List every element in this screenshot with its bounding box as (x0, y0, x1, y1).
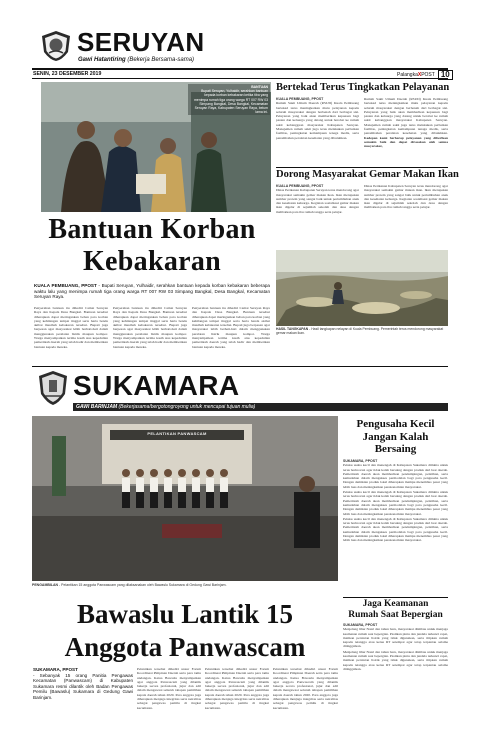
story5-body (343, 459, 448, 595)
story1-lead-dateline: KUALA PEMBUANG, PPOST (34, 283, 97, 288)
story2-headline: Bertekad Terus Tingkatkan Pelayanan (276, 82, 450, 93)
header-rule-2 (32, 78, 448, 79)
story4-headline-line1: Bawaslu Lantik 15 (76, 599, 294, 629)
header-rule (32, 68, 448, 70)
dateline: SENIN, 23 DESEMBER 2019 (33, 71, 102, 77)
story5-headline-line2: Jangan Kalah (362, 430, 429, 443)
story5-body-p1: Pelaku usaha kecil dan menengah di Kabupaten Sukamara diminta untuk terus berinovasi agar tidak kalah bersaing dengan produk dari luar daerah. Pemerintah daerah akan memberikan pendampingan, pelatihan, serta kemudahan dalam mengakses permodalan bagi para pengusaha kecil. Dengan demikian produk lokal diharapkan mampu menembus pasar yang lebih luas dan meningkatkan perekonomian masyarakat. (343, 463, 448, 489)
fishing-caption (276, 327, 448, 335)
seruyan-logo (40, 30, 72, 62)
story3-body-col1 (276, 184, 359, 248)
story1-body-col1: Penyerahan bantuan itu dihadiri Camat Seruyan Raya dan Kepala Desa Bangkal. Bantuan tersebut diharapkan dapat meringankan beban para korban yang kehilangan tempat tinggal serta harta benda akibat musibah kebakaran tersebut. Bupati juga berpesan agar masyarakat lebih berhati-hati dalam menggunakan peralatan listrik maupun kompor. Warga menyampaikan terima kasih atas kepedulian pemerintah daerah yang telah hadir dan memberikan bantuan kepada mereka. (34, 306, 108, 349)
story2-body-col2 (364, 97, 448, 165)
story6-headline-line2: Rumah Saat Bepergian (348, 610, 443, 620)
story2-lead: KUALA PEMBUANG, PPOST (276, 97, 324, 101)
story3-body: Dinas Perikanan Kabupaten Seruyan terus mendorong agar masyarakat semakin gemar makan ikan. Ikan merupakan sumber protein yang sangat baik untuk pertumbuhan anak dan kesehatan keluarga. Kegiatan sosialisasi gemar makan ikan digelar di sejumlah sekolah dan desa dengan melibatkan para ibu rumah tangga serta pelajar. (276, 188, 359, 214)
story4-body-col3: Pelantikan tersebut dihadiri unsur Forum Koordinasi Pimpinan Daerah serta para tamu undangan. Ketua Bawaslu menyampaikan agar anggota Panwascam yang dilantik bekerja secara profesional, jujur dan adil dalam mengawasi seluruh tahapan pemilihan kepala daerah tahun 2020. Para anggota juga diharapkan menjaga integritas serta netralitas sebagai pengawas pemilu di tingkat kecamatan. (205, 667, 269, 710)
story6-headline (343, 599, 448, 621)
story1-lead (34, 283, 270, 300)
story3-headline: Dorong Masyarakat Gemar Makan Ikan (276, 169, 459, 180)
story5-body-p3: Pelaku usaha kecil dan menengah di Kabupaten Sukamara diminta untuk terus berinovasi agar tidak kalah bersaing dengan produk dari luar daerah. Pemerintah daerah akan memberikan pendampingan, pelatihan, serta kemudahan dalam mengakses permodalan bagi para pengusaha kecil. Dengan demikian produk lokal diharapkan mampu menembus pasar yang lebih luas dan meningkatkan perekonomian masyarakat. (343, 516, 448, 543)
story1-lead-text: - Bupati Seruyan, Yulhaidir, serahkan bantuan kepada korban kebakaran beberapa waktu lalu yang menimpa rumah tiga orang warga RT 007 RW 03 Simpang Bangkal, Desa Bangkal, Kecamatan Seruyan Raya. (34, 283, 270, 300)
bantuan-caption-text: Bupati Seruyan, Yulhaidir, serahkan bantuan kepada korban kebakaran ketika tiba yang menimpa rumah tiga orang warga RT 007 RW 03 Simpang Bangkal, Desa Bangkal, Kecamatan Seruyan Raya, Kabupaten Seruyan Raya, belum lama ini. (194, 89, 268, 115)
sukamara-logo (38, 370, 68, 406)
tagline-bold: Gawi Hatantiring (78, 57, 126, 63)
story1-body-col2: Penyerahan bantuan itu dihadiri Camat Seruyan Raya dan Kepala Desa Bangkal. Bantuan tersebut diharapkan dapat meringankan beban para korban yang kehilangan tempat tinggal serta harta benda akibat musibah kebakaran tersebut. Bupati juga berpesan agar masyarakat lebih berhati-hati dalam menggunakan peralatan listrik maupun kompor. Warga menyampaikan terima kasih atas kepedulian pemerintah daerah yang telah hadir dan memberikan bantuan kepada mereka. (113, 306, 187, 349)
story6-headline-line1: Jaga Keamanan (362, 599, 429, 609)
story4-lead-text: - Sebanyak 15 orang Panitia Pengawas Kecamatan (Panwascam) di Kabupaten Sukamara resmi dilantik oleh Badan Pengawas Pemilu (Bawaslu) Sukamara di Gedung Gawi Barinjam. (33, 672, 133, 700)
story3-lead: KUALA PEMBUANG, PPOST (276, 184, 324, 188)
story6-lead: SUKAMARA, PPOST (343, 623, 378, 627)
story5-headline-line3: Bersaing (374, 443, 417, 455)
story3-body-col2: Dinas Perikanan Kabupaten Seruyan terus mendorong agar masyarakat semakin gemar makan ikan. Ikan merupakan sumber protein yang sangat baik untuk pertumbuhan anak dan kesehatan keluarga. Kegiatan sosialisasi gemar makan ikan digelar di sejumlah sekolah dan desa dengan melibatkan para ibu rumah tangga serta pelajar. (364, 184, 448, 210)
story1-body-col3: Penyerahan bantuan itu dihadiri Camat Seruyan Raya dan Kepala Desa Bangkal. Bantuan tersebut diharapkan dapat meringankan beban para korban yang kehilangan tempat tinggal serta harta benda akibat musibah kebakaran tersebut. Bupati juga berpesan agar masyarakat lebih berhati-hati dalam menggunakan peralatan listrik maupun kompor. Warga menyampaikan terima kasih atas kepedulian pemerintah daerah yang telah hadir dan memberikan bantuan kepada mereka. (192, 306, 270, 349)
sukamara-tagline-bar (73, 403, 448, 411)
story2-body-col1 (276, 97, 359, 165)
story4-body-col4: Pelantikan tersebut dihadiri unsur Forum Koordinasi Pimpinan Daerah serta para tamu undangan. Ketua Bawaslu menyampaikan agar anggota Panwascam yang dilantik bekerja secara profesional, jujur dan adil dalam mengawasi seluruh tahapan pemilihan kepala daerah tahun 2020. Para anggota juga diharapkan menjaga integritas serta netralitas sebagai pengawas pemilu di tingkat kecamatan. (273, 667, 338, 710)
story5-lead: SUKAMARA, PPOST (343, 459, 378, 463)
ceremony-caption (32, 583, 338, 587)
story4-body-col2: Pelantikan tersebut dihadiri unsur Forum Koordinasi Pimpinan Daerah serta para tamu undangan. Ketua Bawaslu menyampaikan agar anggota Panwascam yang dilantik bekerja secara profesional, jujur dan adil dalam mengawasi seluruh tahapan pemilihan kepala daerah tahun 2020. Para anggota juga diharapkan menjaga integritas serta netralitas sebagai pengawas pemilu di tingkat kecamatan. (137, 667, 201, 710)
sukamara-title: SUKAMARA (73, 370, 240, 401)
ceremony-caption-head: PENGAMBILAN (32, 583, 59, 587)
masthead-title: SERUYAN (77, 27, 205, 57)
fishing-caption-text: - Hasil tangkapan nelayan di Kuala Pembuang. Pemerintah terus mendorong masyarakat gemar makan ikan. (276, 327, 444, 336)
story1-headline-line1: Bantuan Korban (48, 214, 256, 245)
page-number: 10 (438, 70, 453, 80)
masthead-tagline (78, 57, 194, 63)
story3-rule (276, 167, 448, 168)
ceremony-caption-text: - Pelantikan 15 anggota Panwascam yang dilaksanakan oleh Bawaslu Sukamara di Gedung Gawi Barinjam. (58, 583, 227, 587)
paper-x: X (417, 71, 422, 78)
bantuan-caption-head: BANTUAN (251, 85, 268, 89)
fishing-photo (276, 250, 448, 326)
story4-lead-dateline: SUKAMARA, PPOST (33, 667, 78, 672)
story4-lead (33, 667, 133, 727)
tagline-rest: (Bekerja Bersama-sama) (125, 57, 195, 63)
story6-body (343, 623, 448, 727)
sukamara-tagline-rest: (Bekerjasama/bergotongroyong untuk mencapai tujuan mulia) (117, 404, 256, 410)
story5-headline-line1: Pengusaha Kecil (356, 418, 435, 430)
ceremony-photo (32, 416, 338, 581)
fishing-caption-head: HASIL TANGKAPAN (276, 327, 309, 331)
story1-headline-line2: Kebakaran (82, 246, 222, 277)
story4-headline (32, 598, 338, 664)
story4-headline-line2: Anggota Panwascam (64, 632, 306, 662)
paper-name: Palangka (397, 71, 418, 78)
bantuan-caption (188, 84, 270, 115)
story6-body-p1: Menjelang libur Natal dan tahun baru, masyarakat diimbau untuk menjaga keamanan rumah saat bepergian. Pastikan pintu dan jendela terkunci rapat, matikan peralatan listrik yang tidak digunakan, serta titipkan rumah kepada tetangga atau ketua RT setempat agar tetap terpantau selama ditinggalkan. (343, 627, 448, 649)
story2-body: Rumah Sakit Umum Daerah (RSUD) Kuala Pembuang bertekad terus meningkatkan mutu pelayanan kepada seluruh masyarakat dengan berbenah dari berbagai sisi. Pelayanan yang baik akan memberikan kepuasan bagi pasien dan keluarga yang datang untuk berobat ke rumah sakit kebanggaan masyarakat Kabupaten Seruyan. Manajemen rumah sakit juga terus melakukan perbaikan fasilitas, peningkatan kemampuan tenaga medis, serta penambahan peralatan kesehatan yang dibutuhkan. (276, 101, 359, 140)
story5-body-p2: Pelaku usaha kecil dan menengah di Kabupaten Sukamara diminta untuk terus berinovasi agar tidak kalah bersaing dengan produk dari luar daerah. Pemerintah daerah akan memberikan pendampingan, pelatihan, serta kemudahan dalam mengakses permodalan bagi para pengusaha kecil. Dengan demikian produk lokal diharapkan mampu menembus pasar yang lebih luas dan meningkatkan perekonomian masyarakat. (343, 490, 448, 516)
section-rule (32, 366, 448, 367)
story6-body-p2: Menjelang libur Natal dan tahun baru, masyarakat diimbau untuk menjaga keamanan rumah saat bepergian. Pastikan pintu dan jendela terkunci rapat, matikan peralatan listrik yang tidak digunakan, serta titipkan rumah kepada tetangga atau ketua RT setempat agar tetap terpantau selama ditinggalkan. (343, 649, 448, 671)
story2-quote: Kedepan kami berharap pelayanan yang diberikan semakin baik dan dapat dirasakan oleh semua masyarakat, (364, 135, 448, 149)
sukamara-tagline-bold: GAWI BARINJAM (76, 404, 118, 410)
story1-headline (32, 214, 272, 278)
paper-post: POST (421, 71, 435, 78)
story2-body-cont: Rumah Sakit Umum Daerah (RSUD) Kuala Pembuang bertekad terus meningkatkan mutu pelayanan kepada seluruh masyarakat dengan berbenah dari berbagai sisi. Pelayanan yang baik akan memberikan kepuasan bagi pasien dan keluarga yang datang untuk berobat ke rumah sakit kebanggaan masyarakat Kabupaten Seruyan. Manajemen rumah sakit juga terus melakukan perbaikan fasilitas, peningkatan kemampuan tenaga medis, serta penambahan peralatan kesehatan yang dibutuhkan. (364, 97, 448, 136)
story6-rule (343, 597, 448, 598)
ceremony-banner: PELANTIKAN PANWASCAM (147, 431, 207, 436)
story5-headline (343, 418, 448, 456)
